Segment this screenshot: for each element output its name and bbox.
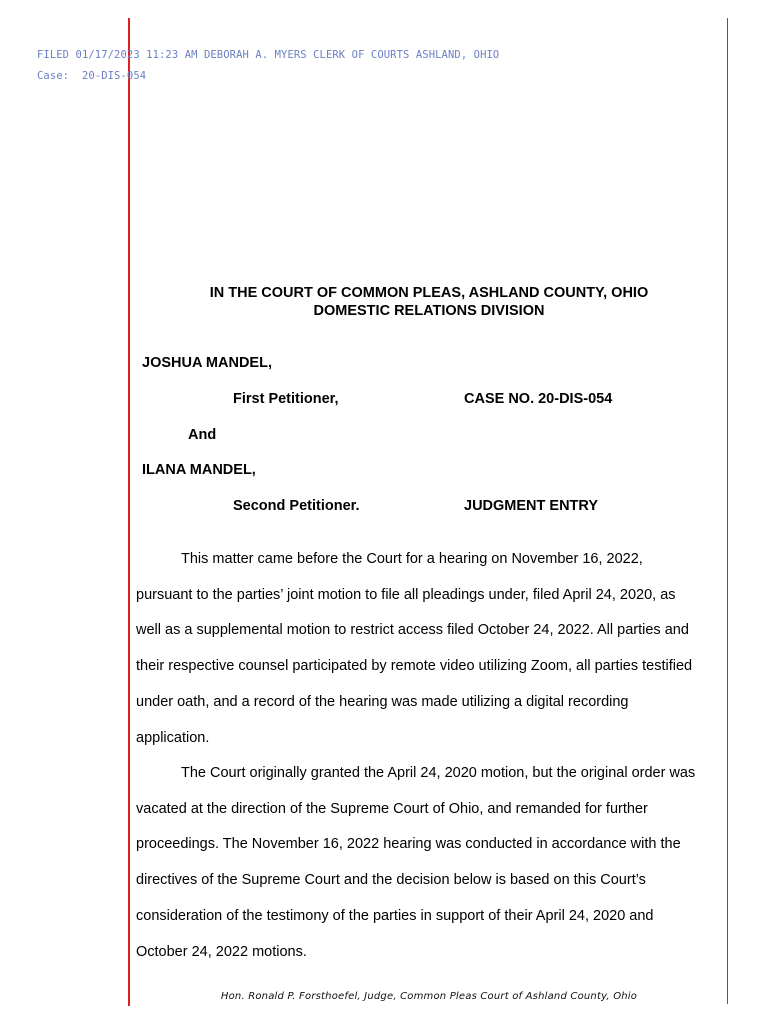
body-line: proceedings. The November 16, 2022 hearing was conducted in accordance with the (136, 836, 681, 852)
division-title: DOMESTIC RELATIONS DIVISION (313, 303, 545, 319)
first-party-role: First Petitioner, (233, 391, 339, 407)
judge-footer: Hon. Ronald P. Forsthoefel, Judge, Common Pleas Court of Ashland County, Ohio (220, 991, 638, 1002)
second-party-name: ILANA MANDEL, (142, 462, 256, 478)
body-line: October 24, 2022 motions. (136, 944, 307, 960)
first-party-name: JOSHUA MANDEL, (142, 355, 272, 371)
second-party-role: Second Petitioner. (233, 498, 360, 514)
body-line: This matter came before the Court for a hearing on November 16, 2022, (181, 551, 643, 567)
body-line: consideration of the testimony of the parties in support of their April 24, 2020 and (136, 908, 654, 924)
body-line: vacated at the direction of the Supreme Court of Ohio, and remanded for further (136, 801, 648, 817)
body-line: well as a supplemental motion to restrict access filed October 24, 2022. All parties and (136, 622, 689, 638)
body-line: directives of the Supreme Court and the decision below is based on this Court’s (136, 872, 646, 888)
filing-stamp: FILED 01/17/2023 11:23 AM DEBORAH A. MYERS CLERK OF COURTS ASHLAND, OHIO (37, 49, 500, 61)
case-stamp: Case: 20-DIS-054 (37, 70, 147, 82)
caption-conjunction: And (188, 427, 217, 443)
left-margin-rule (128, 18, 130, 1006)
body-line: their respective counsel participated by remote video utilizing Zoom, all parties testified (136, 658, 693, 674)
body-line: pursuant to the parties’ joint motion to file all pleadings under, filed April 24, 2020, as (136, 587, 676, 603)
case-number: CASE NO. 20-DIS-054 (464, 391, 613, 407)
right-margin-rule (727, 18, 728, 1004)
court-title: IN THE COURT OF COMMON PLEAS, ASHLAND COUNTY, OHIO (209, 285, 649, 301)
body-line: The Court originally granted the April 24, 2020 motion, but the original order was (181, 765, 696, 781)
body-line: application. (136, 730, 210, 746)
body-line: under oath, and a record of the hearing was made utilizing a digital recording (136, 694, 629, 710)
document-type: JUDGMENT ENTRY (464, 498, 598, 514)
